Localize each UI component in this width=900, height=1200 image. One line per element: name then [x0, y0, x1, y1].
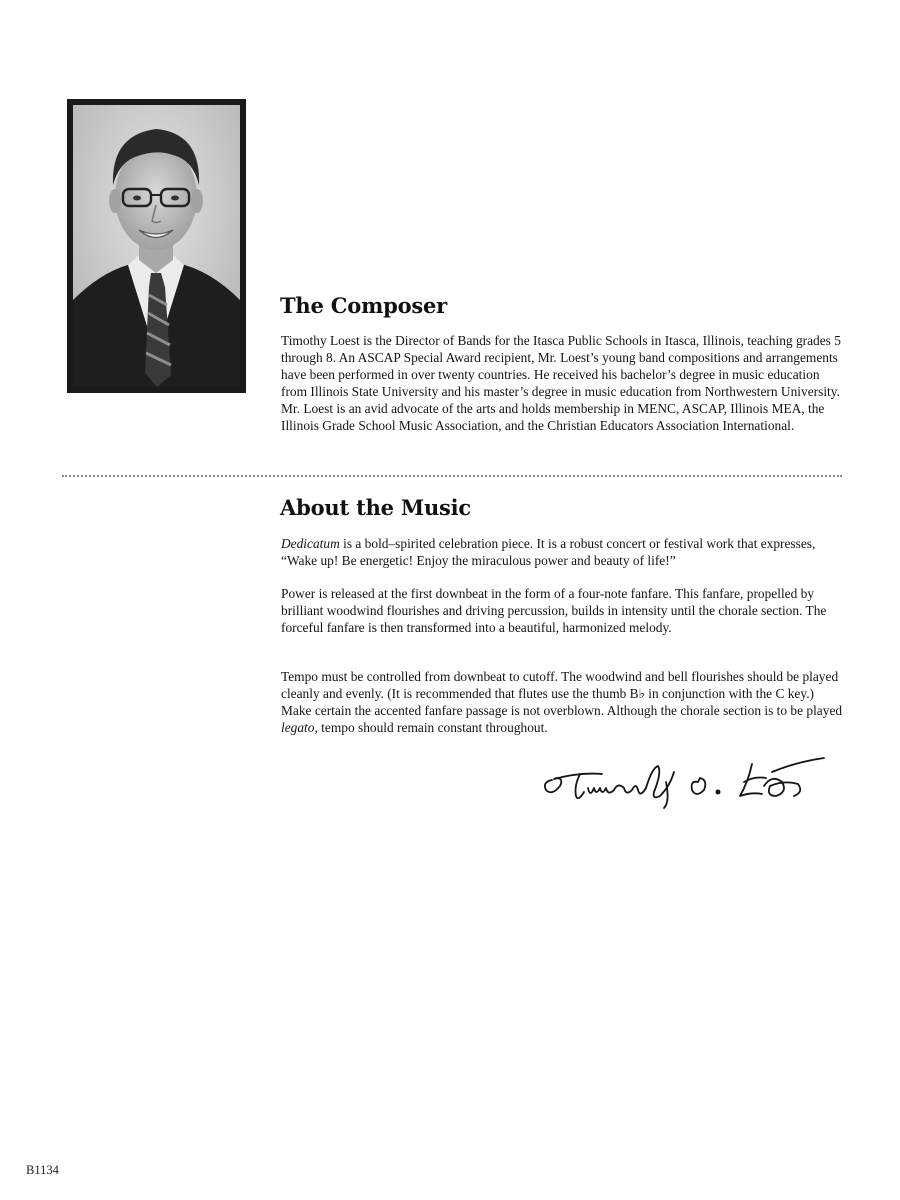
about-music-heading: About the Music: [280, 495, 472, 520]
portrait-image: [73, 105, 240, 387]
about-music-paragraph-3: [281, 669, 843, 737]
catalog-code: B1134: [26, 1163, 59, 1177]
about-music-paragraph-2: Power is released at the first downbeat in the form of a four-note fanfare. This fanfare, propelled by brilliant woodwind flourishes and driving percussion, builds in intensity until the chorale section. The forceful fanfare is then transformed into a beautiful, harmonized melody.: [281, 586, 827, 635]
about-music-paragraph-1: [281, 536, 843, 570]
piece-title: Dedicatum: [281, 536, 340, 551]
paragraph-3-text-end: tempo should remain constant throughout.: [317, 719, 548, 735]
legato-term: legato,: [281, 719, 318, 735]
composer-portrait: [67, 99, 246, 393]
composer-heading: The Composer: [280, 293, 448, 318]
paragraph-1-text: is a bold–spirited celebration piece. It is a robust concert or festival work that expresses, “Wake up! Be energetic! Enjoy the miraculous power and beauty of life!”: [281, 536, 816, 568]
composer-signature: [540, 752, 830, 810]
section-divider: [62, 475, 842, 477]
paragraph-3-text-start: Tempo must be controlled from downbeat to cutoff. The woodwind and bell flourishes should be played cleanly and evenly. (It is recommended that flutes use the thumb B♭ in conjunction with the C key.) Make certain the accented fanfare passage is not overblown. Although the chorale section is to be played: [281, 669, 843, 718]
composer-bio: Timothy Loest is the Director of Bands for the Itasca Public Schools in Itasca, Illinois, teaching grades 5 through 8. An ASCAP Special Award recipient, Mr. Loest’s young band compositions and arrangements have been performed in over twenty countries. He received his bachelor’s degree in music education from Illinois State University and his master’s degree in music education from Northwestern University. Mr. Loest is an avid advocate of the arts and holds membership in MENC, ASCAP, Illinois MEA, the Illinois Grade School Music Association, and the Christian Educators Association International.: [281, 333, 841, 433]
